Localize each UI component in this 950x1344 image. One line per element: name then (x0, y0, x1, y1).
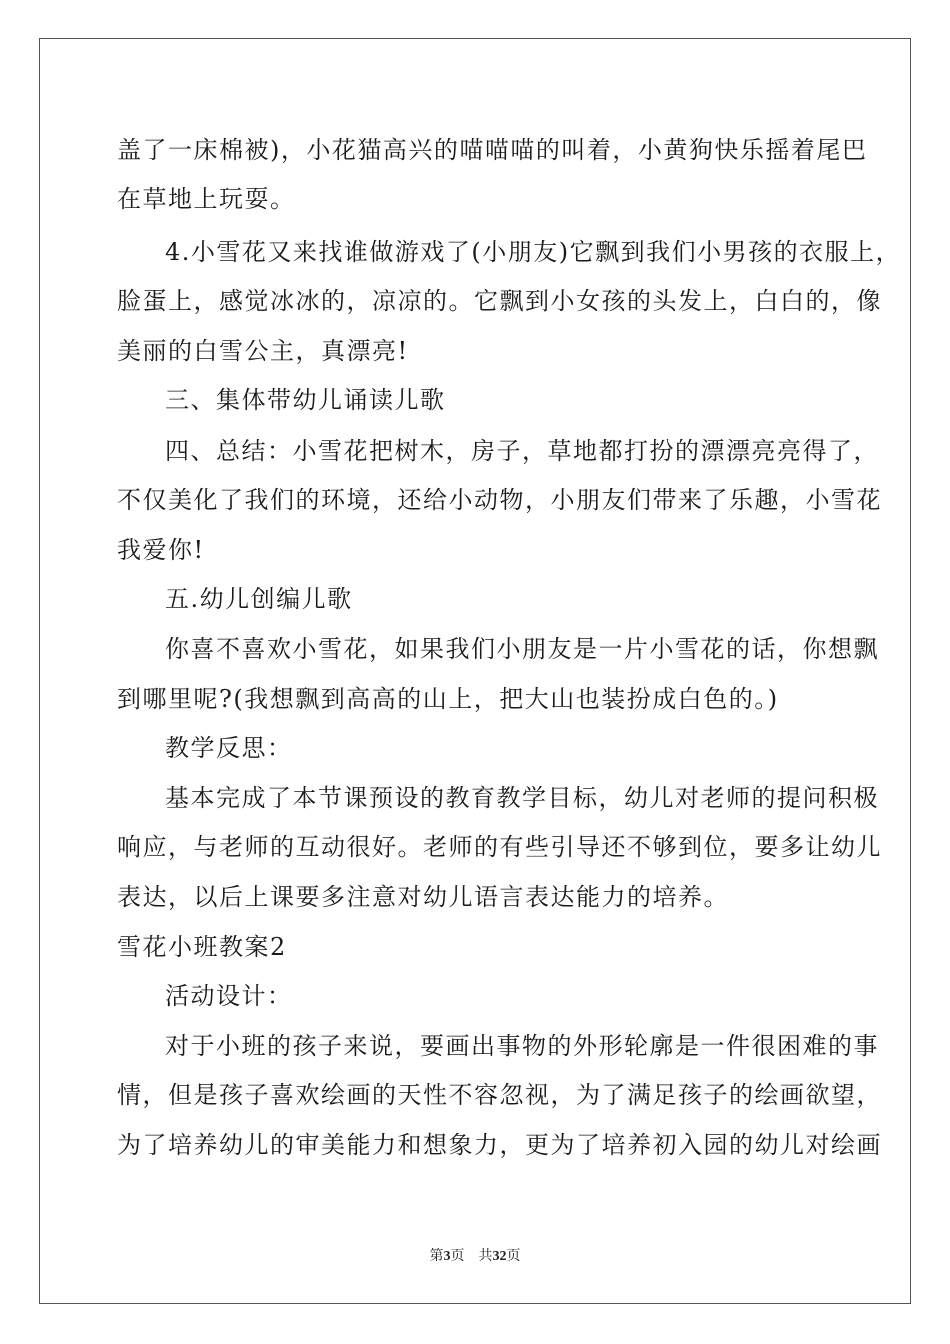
text-line-20: 情，但是孩子喜欢绘画的天性不容忽视，为了满足孩子的绘画欲望， (117, 1081, 882, 1109)
page-frame (39, 38, 911, 1304)
text-line-1: 盖了一床棉被)，小花猫高兴的喵喵喵的叫着，小黄狗快乐摇着尾巴 (117, 136, 868, 164)
section-heading-activity-design: 活动设计： (165, 982, 293, 1010)
current-page-number: 3 (443, 1249, 451, 1264)
text-line-4: 脸蛋上，感觉冰冰的，凉凉的。它飘到小女孩的头发上，白白的，像 (117, 287, 882, 315)
footer-mid: 页 共 (450, 1249, 493, 1264)
section-heading-reflection: 教学反思： (165, 734, 293, 762)
footer-prefix: 第 (429, 1249, 444, 1264)
text-line-8: 不仅美化了我们的环境，还给小动物，小朋友们带来了乐趣，小雪花 (117, 486, 882, 514)
text-line-19: 对于小班的孩子来说，要画出事物的外形轮廓是一件很困难的事 (165, 1032, 879, 1060)
text-line-14: 基本完成了本节课预设的教育教学目标，幼儿对老师的提问积极 (165, 784, 879, 812)
text-line-5: 美丽的白雪公主，真漂亮! (117, 337, 409, 365)
document-title-2: 雪花小班教案2 (117, 933, 287, 961)
page-footer (0, 1248, 950, 1266)
text-line-21: 为了培养幼儿的审美能力和想象力，更为了培养初入园的幼儿对绘画 (117, 1131, 882, 1159)
section-heading-5: 五.幼儿创编儿歌 (165, 585, 353, 613)
text-line-12: 到哪里呢?(我想飘到高高的山上，把大山也装扮成白色的。) (117, 685, 779, 713)
text-line-2: 在草地上玩耍。 (117, 185, 296, 213)
text-line-16: 表达，以后上课要多注意对幼儿语言表达能力的培养。 (117, 883, 729, 911)
text-line-15: 响应，与老师的互动很好。老师的有些引导还不够到位，要多让幼儿 (117, 833, 882, 861)
text-line-9: 我爱你! (117, 536, 205, 564)
text-line-7: 四、总结：小雪花把树木，房子，草地都打扮的漂漂亮亮得了， (165, 437, 879, 465)
section-heading-3: 三、集体带幼儿诵读儿歌 (165, 386, 446, 414)
text-line-3: 4.小雪花又来找谁做游戏了(小朋友)它飘到我们小男孩的衣服上， (165, 238, 902, 266)
total-page-number: 32 (492, 1249, 507, 1264)
footer-suffix: 页 (506, 1249, 521, 1264)
text-line-11: 你喜不喜欢小雪花，如果我们小朋友是一片小雪花的话，你想飘 (165, 635, 879, 663)
